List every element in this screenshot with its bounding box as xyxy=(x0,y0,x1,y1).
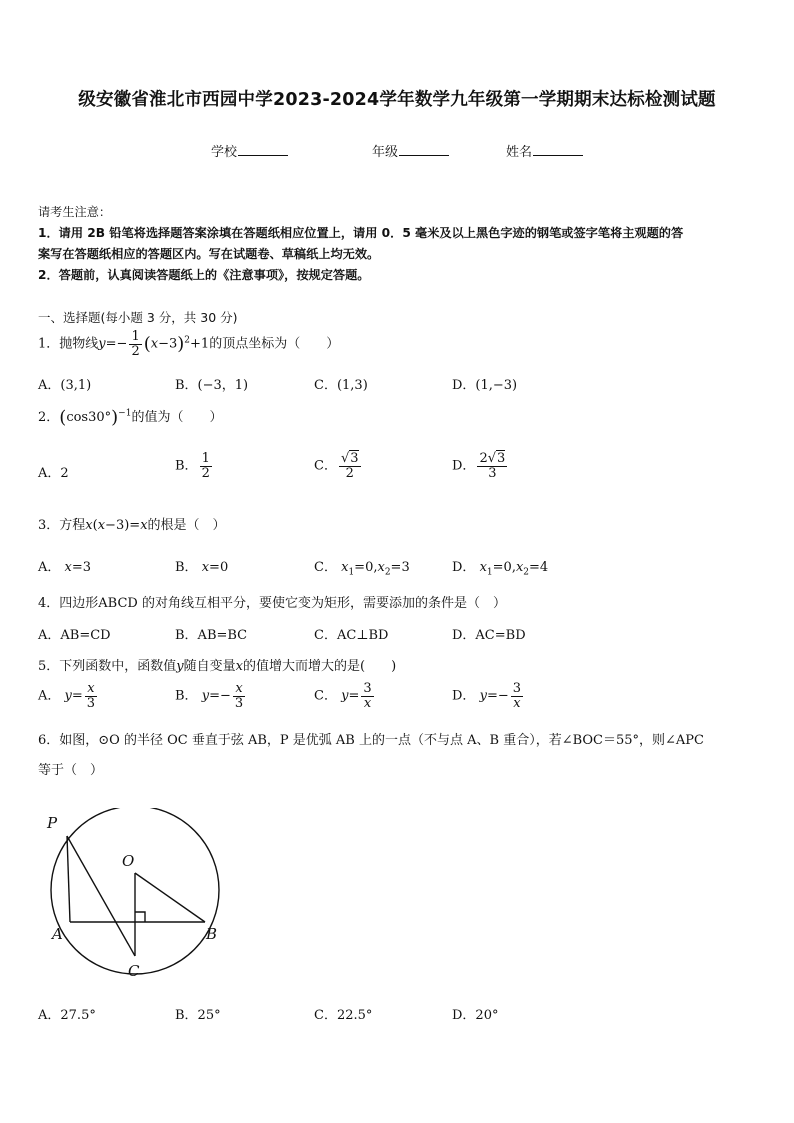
label-a: A xyxy=(52,925,63,943)
q3-option-a[interactable]: A． x=3 xyxy=(38,560,92,575)
name-field: 姓名 xyxy=(506,141,583,160)
notice-line-1b: 案写在答题纸相应的答题区内。写在试题卷、草稿纸上均无效。 xyxy=(38,247,380,261)
q2-option-c[interactable]: C． $\frac{√3}{2}$ xyxy=(314,451,359,481)
q1-option-c[interactable]: C．(1,3) xyxy=(314,378,368,393)
question-1: 1．抛物线y=− $\frac{1}{2}$ $(x-3)^2+1$的顶点坐标为（ ） xyxy=(38,329,340,359)
q5-option-b[interactable]: B． y=− $\frac{x}{3}$ xyxy=(175,681,244,711)
question-2: 2．$(\cos 30^\circ)^{-1}$的值为（ ） xyxy=(38,407,223,428)
grade-field: 年级 xyxy=(372,141,449,160)
q3-option-c[interactable]: C． $x_1=0,x_2=3$ xyxy=(314,560,410,578)
q5-option-d[interactable]: D． y=− $\frac{3}{x}$ xyxy=(452,681,522,711)
label-c: C xyxy=(128,962,140,980)
right-angle-mark xyxy=(135,912,145,922)
q6-option-d[interactable]: D．20° xyxy=(452,1008,499,1023)
question-4: 4．四边形ABCD 的对角线互相平分，要使它变为矩形，需要添加的条件是（ ） xyxy=(38,596,506,611)
q4-option-d[interactable]: D．AC=BD xyxy=(452,628,526,643)
circle-figure xyxy=(40,808,240,990)
page-title: 级安徽省淮北市西园中学2023-2024学年数学九年级第一学期期末达标检测试题 xyxy=(78,90,716,110)
school-field: 学校 xyxy=(211,141,288,160)
section-heading: 一、选择题(每小题 3 分，共 30 分) xyxy=(38,310,238,325)
q3-option-d[interactable]: D． $x_1=0,x_2=4$ xyxy=(452,560,549,578)
q5-option-a[interactable]: A． y= $\frac{x}{3}$ xyxy=(38,681,96,711)
q3-option-b[interactable]: B． x=0 xyxy=(175,560,229,575)
notice-heading: 请考生注意： xyxy=(38,205,112,219)
q1-option-d[interactable]: D．(1,−3) xyxy=(452,378,518,393)
question-3: 3．方程x(x−3)=x的根是（ ） xyxy=(38,518,226,533)
question-6-line-1: 6．如图，⊙O 的半径 OC 垂直于弦 AB，P 是优弧 AB 上的一点（不与点 A、B 重合），若∠BOC＝55°，则∠APC xyxy=(38,733,704,748)
q4-option-b[interactable]: B．AB=BC xyxy=(175,628,248,643)
q2-option-b[interactable]: B． $\frac{1}{2}$ xyxy=(175,451,210,481)
question-6-line-2: 等于（ ） xyxy=(38,763,104,778)
label-p: P xyxy=(47,814,58,832)
segment-pa xyxy=(67,836,70,922)
q2-option-d[interactable]: D． $\frac{2√3}{3}$ xyxy=(452,451,506,481)
notice-line-2: 2．答题前，认真阅读答题纸上的《注意事项》，按规定答题。 xyxy=(38,268,370,282)
label-o: O xyxy=(122,852,135,870)
q4-option-a[interactable]: A．AB=CD xyxy=(38,628,111,643)
q4-option-c[interactable]: C．AC⊥BD xyxy=(314,628,389,643)
q6-option-c[interactable]: C．22.5° xyxy=(314,1008,373,1023)
question-5: 5．下列函数中，函数值y随自变量x的值增大而增大的是( ) xyxy=(38,659,397,674)
label-b: B xyxy=(206,925,218,943)
q1-option-b[interactable]: B．(−3，1) xyxy=(175,378,249,393)
notice-line-1a: 1．请用 2B 铅笔将选择题答案涂填在答题纸相应位置上，请用 0．5 毫米及以上黑色字迹的钢笔或签字笔将主观题的答 xyxy=(38,226,684,240)
q1-option-a[interactable]: A．(3,1) xyxy=(38,378,92,393)
q5-option-c[interactable]: C． y= $\frac{3}{x}$ xyxy=(314,681,372,711)
q2-option-a[interactable]: A．2 xyxy=(38,466,69,481)
q6-option-b[interactable]: B．25° xyxy=(175,1008,221,1023)
q6-option-a[interactable]: A．27.5° xyxy=(38,1008,96,1023)
